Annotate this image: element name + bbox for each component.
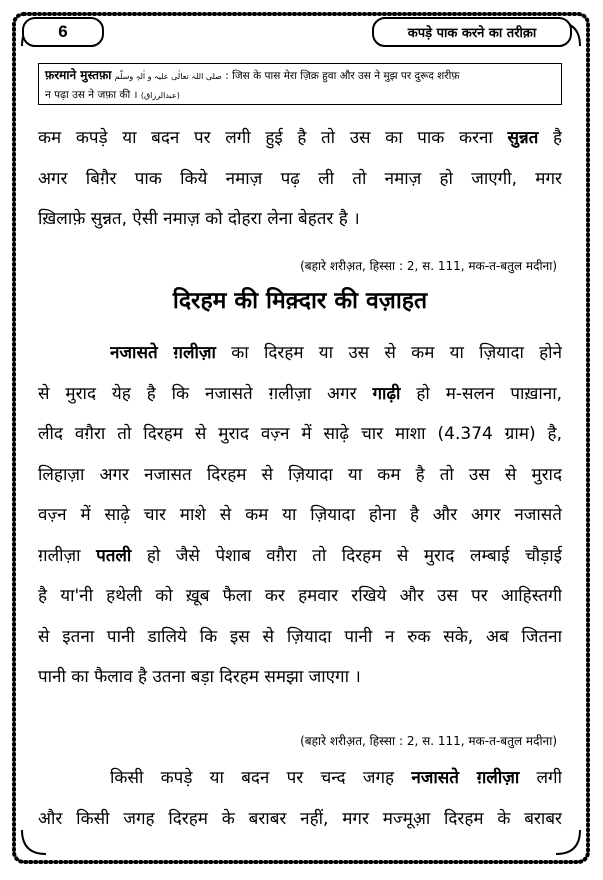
banner-line-2 [45,86,555,105]
paragraph-1-line-3: ख़िलाफ़े सुन्नत, ऐसी नमाज़ को दोहरा लेना बेहतर है । [38,209,360,229]
text-span: लगी [536,768,562,788]
text-span: ग़लीज़ा [38,546,81,566]
chapter-title [372,17,572,47]
paragraph-2-line-4: लिहाज़ा अगर नजासत दिरहम से ज़ियादा या कम है तो उस से मुराद [38,465,562,485]
chapter-title-text: कपड़े पाक करने का तरीक़ा [407,26,537,41]
text-span: से मुराद येह है कि नजासते ग़लीज़ा अगर [38,384,357,404]
paragraph-2-line-3: लीद वग़ैरा तो दिरहम से मुराद वज़्न में साढ़े चार माशा (4.374 ग्राम) है, [38,424,562,444]
page-number-text: 6 [58,22,68,41]
text-span: का दिरहम या उस से कम या ज़ियादा होने [231,343,562,363]
paragraph-2-line-2 [38,374,562,414]
emphasis-gaadhi: गाढ़ी [372,384,401,404]
paragraph-1-line-1 [38,118,562,158]
text-span: हो म-सलन पाख़ाना, [416,384,562,404]
paragraph-2-line-6 [38,536,562,576]
paragraph-2-line-5: वज़्न में साढ़े चार माशे से कम या ज़ियादा होना है और अगर नजासते [38,505,562,525]
section-heading: दिरहम की मिक़्दार की वज़ाहत [172,288,428,314]
banner-text-2: न पढ़ा उस ने जफ़ा की । [45,89,138,101]
text-span: है [553,128,562,148]
paragraph-2-line-7: है या'नी हथेली को ख़ूब फैला कर हमवार रखिये और उस पर आहिस्तगी [38,586,562,606]
banner-heading: फ़रमाने मुस्तफ़ा [45,68,112,82]
paragraph-1-line-2: अगर बिग़ैर पाक किये नमाज़ पढ़ ली तो नमाज़ हो जाएगी, मगर [38,169,562,189]
paragraph-2-line-8: से इतना पानी डालिये कि इस से ज़ियादा पानी न रुक सके, अब जितना [38,627,562,647]
paragraph-3-line-2: और किसी जगह दिरहम के बराबर नहीं, मगर मज्मूआ़ दिरहम के बराबर [38,809,562,829]
emphasis-najasat-ghaliza: नजासते ग़लीज़ा [411,768,520,788]
banner-salawat: صلی اللہ تعالٰی علیہ و اٰلہٖ وسلّم [114,72,222,81]
banner-text-1: : जिस के पास मेरा ज़िक्र हुवा और उस ने मुझ पर दुरूद शरीफ़ [225,70,460,82]
emphasis-patli: पतली [96,546,132,566]
citation-1: (बहारे शरीअ़त, हिस्सा : 2, स. 111, मक-त-बतुल मदीना) [300,259,557,273]
paragraph-2-line-9: पानी का फैलाव है उतना बड़ा दिरहम समझा जाएगा । [38,667,361,687]
emphasis-sunnat: सुन्नत [507,128,539,148]
paragraph-2-line-1 [110,333,562,373]
banner-source: (عبدالرزاق) [140,91,180,100]
hadith-banner [38,63,562,105]
text-span: हो जैसे पेशाब वग़ैरा तो दिरहम से मुराद लम्बाई चौड़ाई [146,546,562,566]
text-span: किसी कपड़े या बदन पर चन्द जगह [110,768,395,788]
text-span: कम कपड़े या बदन पर लगी हुई है तो उस का पाक करना [38,128,493,148]
banner-line-1 [45,66,555,86]
emphasis-najasat-ghaliza: नजासते ग़लीज़ा [110,343,216,363]
paragraph-3-line-1 [110,758,562,798]
page-number [22,17,104,47]
citation-2: (बहारे शरीअ़त, हिस्सा : 2, स. 111, मक-त-बतुल मदीना) [300,734,557,748]
